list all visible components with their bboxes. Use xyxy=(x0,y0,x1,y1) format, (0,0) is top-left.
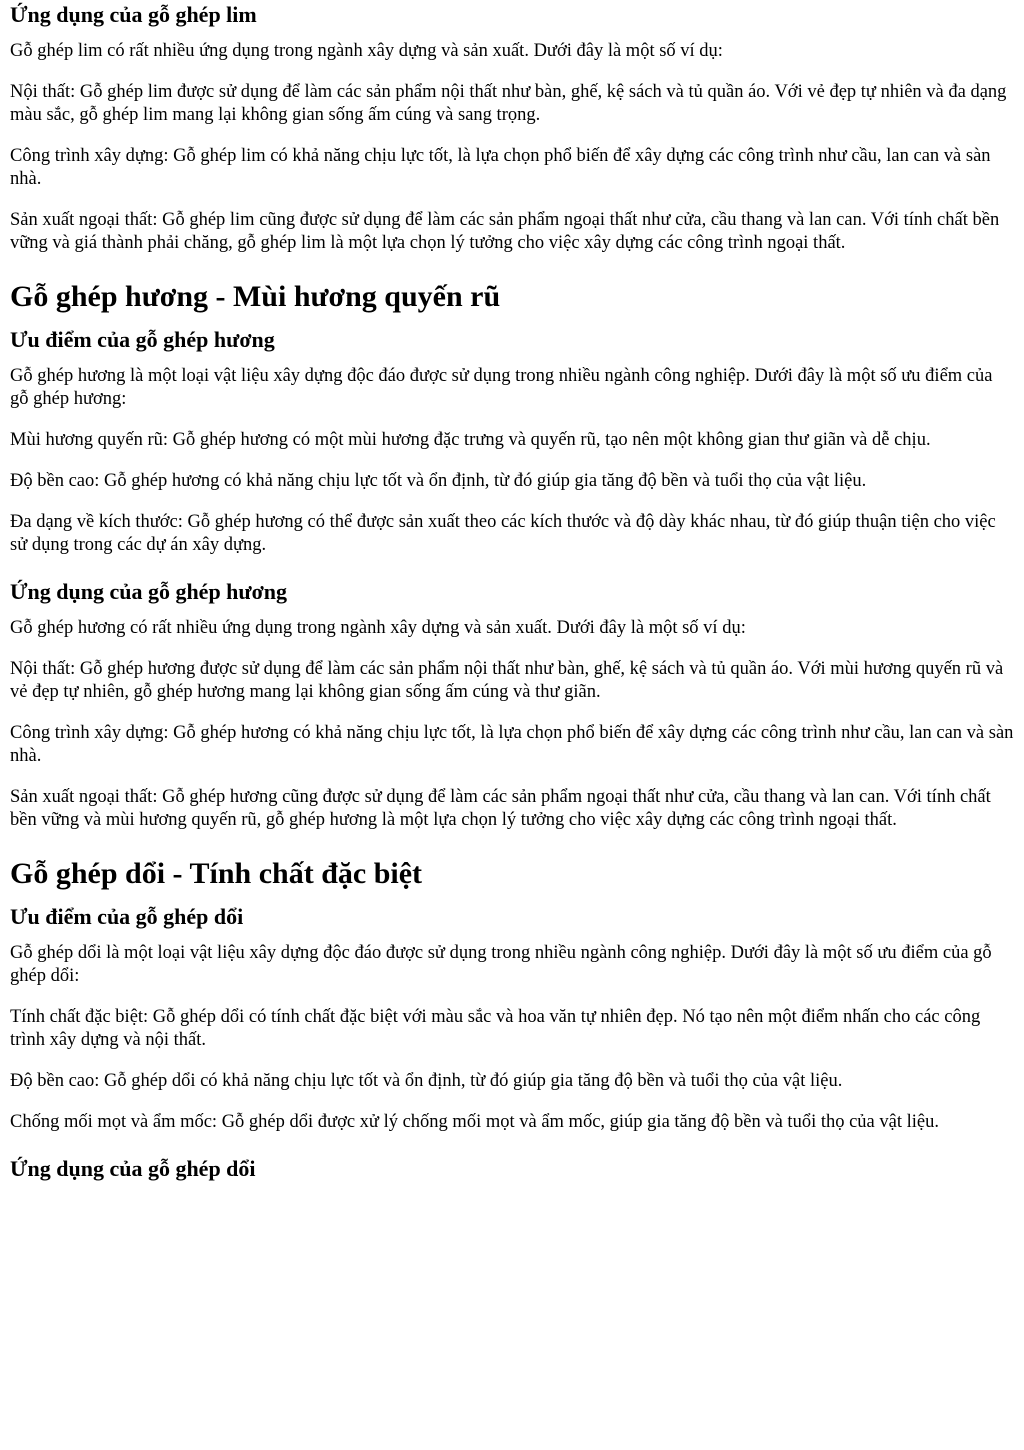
paragraph: Gỗ ghép lim có rất nhiều ứng dụng trong ngành xây dựng và sản xuất. Dưới đây là một số ví dụ: xyxy=(10,41,723,61)
paragraph: Sản xuất ngoại thất: Gỗ ghép hương cũng được sử dụng để làm các sản phẩm ngoại thất như cửa, cầu thang và lan can. Với tính chất bền vững và mùi hương quyến rũ, gỗ ghép hương là một lựa chọn lý tưởng cho việc xây dựng các công trình ngoại thất. xyxy=(10,787,991,830)
paragraph: Công trình xây dựng: Gỗ ghép lim có khả năng chịu lực tốt, là lựa chọn phổ biến để xây dựng các công trình như cầu, lan can và sàn nhà. xyxy=(10,146,991,189)
paragraph: Nội thất: Gỗ ghép lim được sử dụng để làm các sản phẩm nội thất như bàn, ghế, kệ sách và tủ quần áo. Với vẻ đẹp tự nhiên và đa dạng màu sắc, gỗ ghép lim mang lại không gian sống ấm cúng và sang trọng. xyxy=(10,82,1007,125)
paragraph: Đa dạng về kích thước: Gỗ ghép hương có thể được sản xuất theo các kích thước và độ dày khác nhau, từ đó giúp thuận tiện cho việc sử dụng trong các dự án xây dựng. xyxy=(10,512,996,555)
section-heading-doi-applications: Ứng dụng của gỗ ghép dổi xyxy=(10,1156,256,1181)
paragraph: Độ bền cao: Gỗ ghép hương có khả năng chịu lực tốt và ổn định, từ đó giúp gia tăng độ bền và tuổi thọ của vật liệu. xyxy=(10,471,867,491)
section-heading-doi-advantages: Ưu điểm của gỗ ghép dổi xyxy=(10,904,244,929)
section-heading-lim-applications: Ứng dụng của gỗ ghép lim xyxy=(10,2,257,27)
paragraph: Mùi hương quyến rũ: Gỗ ghép hương có một mùi hương đặc trưng và quyến rũ, tạo nên một không gian thư giãn và dễ chịu. xyxy=(10,430,931,450)
paragraph: Độ bền cao: Gỗ ghép dổi có khả năng chịu lực tốt và ổn định, từ đó giúp gia tăng độ bền và tuổi thọ của vật liệu. xyxy=(10,1071,843,1091)
paragraph: Sản xuất ngoại thất: Gỗ ghép lim cũng được sử dụng để làm các sản phẩm ngoại thất như cửa, cầu thang và lan can. Với tính chất bền vững và giá thành phải chăng, gỗ ghép lim là một lựa chọn lý tưởng cho việc xây dựng các công trình ngoại thất. xyxy=(10,210,1000,253)
paragraph: Tính chất đặc biệt: Gỗ ghép dổi có tính chất đặc biệt với màu sắc và hoa văn tự nhiên đẹp. Nó tạo nên một điểm nhấn cho các công trình xây dựng và nội thất. xyxy=(10,1007,981,1050)
paragraph: Gỗ ghép hương là một loại vật liệu xây dựng độc đáo được sử dụng trong nhiều ngành công nghiệp. Dưới đây là một số ưu điểm của gỗ ghép hương: xyxy=(10,366,993,409)
paragraph: Gỗ ghép dổi là một loại vật liệu xây dựng độc đáo được sử dụng trong nhiều ngành công nghiệp. Dưới đây là một số ưu điểm của gỗ ghép dổi: xyxy=(10,943,992,986)
paragraph: Gỗ ghép hương có rất nhiều ứng dụng trong ngành xây dựng và sản xuất. Dưới đây là một số ví dụ: xyxy=(10,618,746,638)
section-title-huong: Gỗ ghép hương - Mùi hương quyến rũ xyxy=(10,280,501,313)
paragraph: Công trình xây dựng: Gỗ ghép hương có khả năng chịu lực tốt, là lựa chọn phổ biến để xây dựng các công trình như cầu, lan can và sàn nhà. xyxy=(10,723,1014,766)
section-heading-huong-advantages: Ưu điểm của gỗ ghép hương xyxy=(10,327,275,352)
article-body xyxy=(0,2,1024,1182)
section-title-doi: Gỗ ghép dổi - Tính chất đặc biệt xyxy=(10,857,423,890)
paragraph: Chống mối mọt và ẩm mốc: Gỗ ghép dổi được xử lý chống mối mọt và ẩm mốc, giúp gia tăng độ bền và tuổi thọ của vật liệu. xyxy=(10,1112,939,1132)
paragraph: Nội thất: Gỗ ghép hương được sử dụng để làm các sản phẩm nội thất như bàn, ghế, kệ sách và tủ quần áo. Với mùi hương quyến rũ và vẻ đẹp tự nhiên, gỗ ghép hương mang lại không gian sống ấm cúng và thư giãn. xyxy=(10,659,1004,702)
section-heading-huong-applications: Ứng dụng của gỗ ghép hương xyxy=(10,579,288,604)
